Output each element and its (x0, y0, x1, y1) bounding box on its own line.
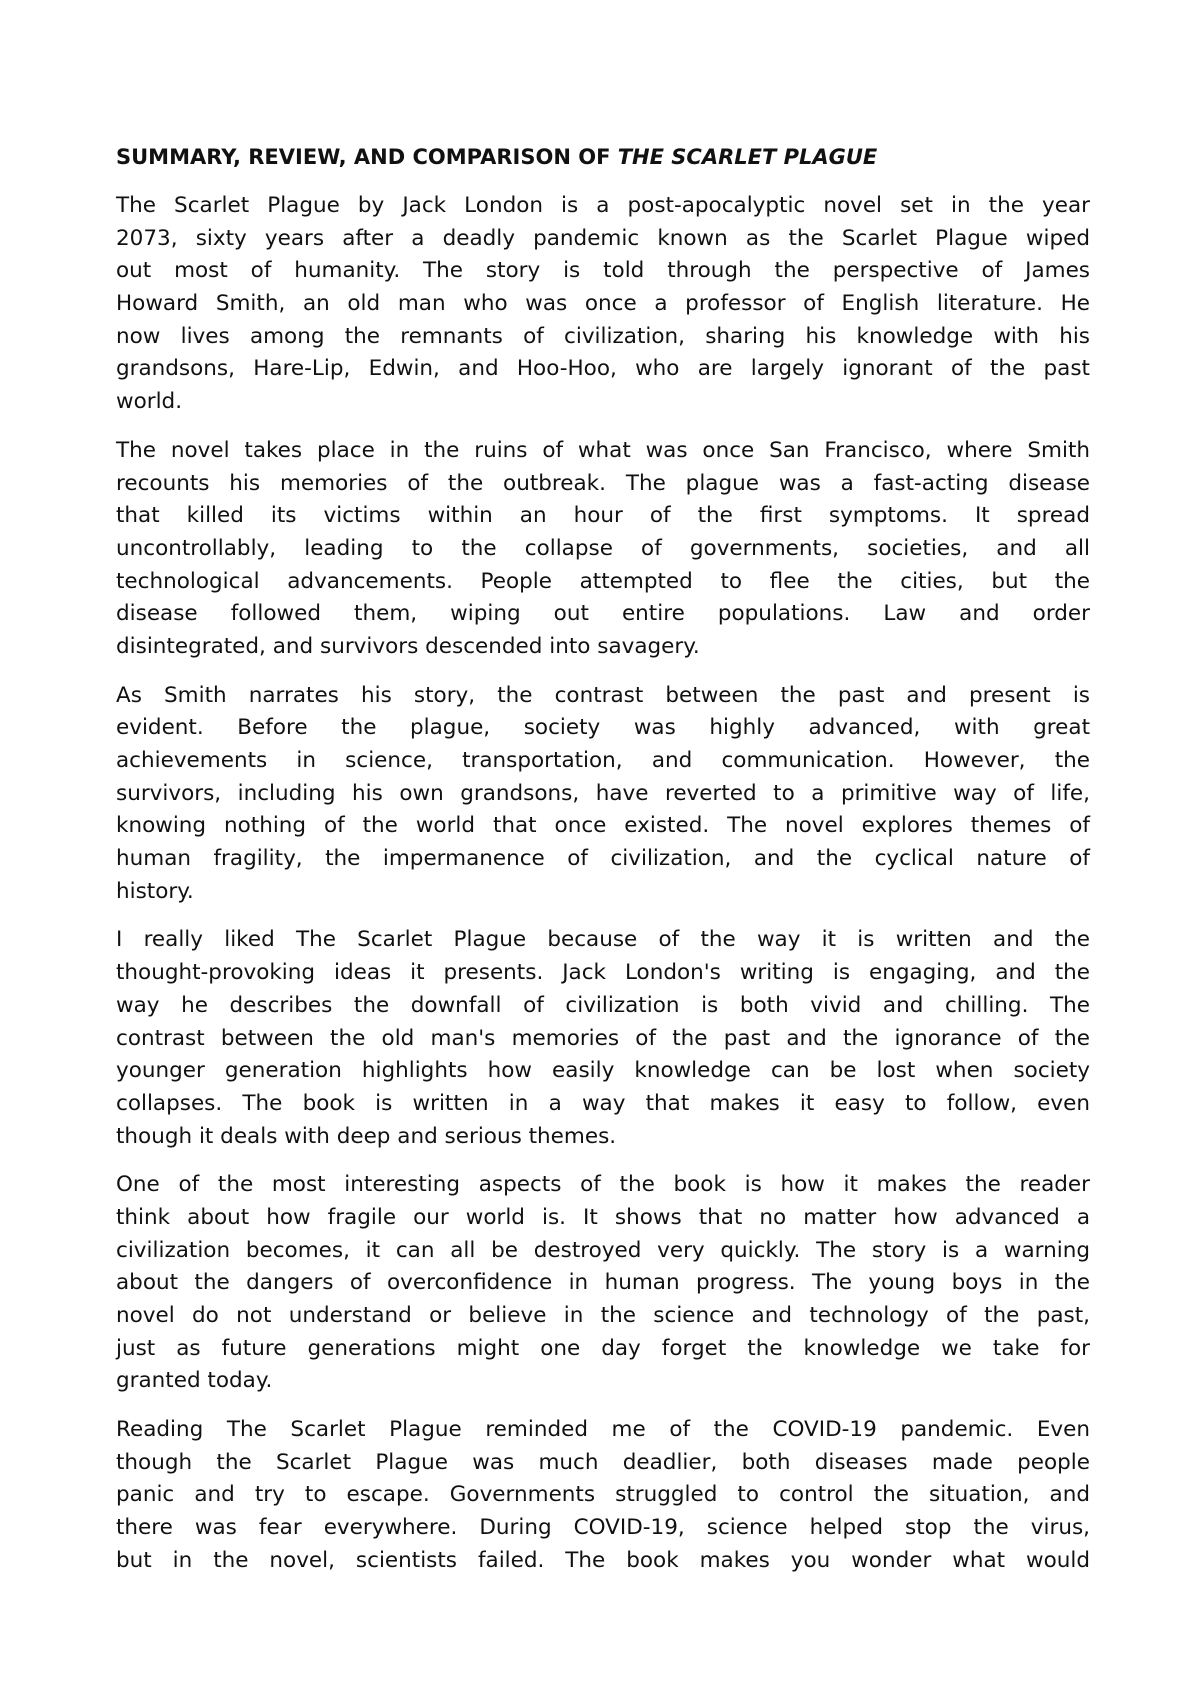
text-line: knowing nothing of the world that once existed. The novel explores themes of (116, 813, 1090, 839)
text-line: thought-provoking ideas it presents. Jack London's writing is engaging, and the (116, 960, 1090, 986)
text-line: but in the novel, scientists failed. The book makes you wonder what would (116, 1547, 1090, 1573)
document-body (116, 190, 1090, 1578)
text-line: One of the most interesting aspects of the book is how it makes the reader (116, 1172, 1090, 1198)
text-line: that killed its victims within an hour of the first symptoms. It spread (116, 503, 1090, 529)
text-line: survivors, including his own grandsons, have reverted to a primitive way of life, (116, 780, 1090, 806)
title-prefix: SUMMARY, REVIEW, AND COMPARISON OF (116, 145, 618, 169)
text-line: human fragility, the impermanence of civilization, and the cyclical nature of (116, 846, 1090, 872)
text-line: about the dangers of overconfidence in human progress. The young boys in the (116, 1270, 1090, 1296)
paragraph (116, 435, 1090, 664)
text-line: disease followed them, wiping out entire populations. Law and order (116, 601, 1090, 627)
text-line: grandsons, Hare-Lip, Edwin, and Hoo-Hoo, who are largely ignorant of the past (116, 356, 1090, 382)
text-line: Reading The Scarlet Plague reminded me of the COVID-19 pandemic. Even (116, 1417, 1090, 1443)
paragraph (116, 1414, 1090, 1577)
document-title (116, 141, 1090, 174)
text-line: novel do not understand or believe in the science and technology of the past, (116, 1303, 1090, 1328)
text-line: contrast between the old man's memories of the past and the ignorance of the (116, 1025, 1090, 1051)
text-line: think about how fragile our world is. It shows that no matter how advanced a (116, 1204, 1090, 1230)
text-line: 2073, sixty years after a deadly pandemic known as the Scarlet Plague wiped (116, 225, 1090, 251)
text-line: panic and try to escape. Governments struggled to control the situation, and (116, 1482, 1090, 1508)
text-line: younger generation highlights how easily knowledge can be lost when society (116, 1058, 1090, 1084)
text-line: history. (116, 878, 194, 904)
text-line: though it deals with deep and serious themes. (116, 1123, 617, 1149)
paragraph (116, 190, 1090, 419)
text-line: evident. Before the plague, society was highly advanced, with great (116, 715, 1090, 741)
title-book-name: THE SCARLET PLAGUE (617, 145, 878, 169)
text-line: The novel takes place in the ruins of what was once San Francisco, where Smith (116, 437, 1090, 463)
text-line: now lives among the remnants of civilization, sharing his knowledge with his (116, 323, 1090, 349)
paragraph (116, 1169, 1090, 1398)
paragraph (116, 680, 1090, 909)
text-line: just as future generations might one day forget the knowledge we take for (116, 1335, 1090, 1361)
paragraph (116, 924, 1090, 1153)
text-line: I really liked The Scarlet Plague because of the way it is written and the (116, 927, 1090, 953)
text-line: The Scarlet Plague by Jack London is a post-apocalyptic novel set in the year (116, 193, 1090, 218)
text-line: world. (116, 389, 183, 415)
text-line: granted today. (116, 1368, 273, 1394)
text-line: As Smith narrates his story, the contrast between the past and present is (116, 682, 1090, 708)
text-line: way he describes the downfall of civilization is both vivid and chilling. The (116, 992, 1090, 1018)
document-page (116, 141, 1090, 1594)
text-line: Howard Smith, an old man who was once a professor of English literature. He (116, 291, 1090, 317)
text-line: though the Scarlet Plague was much deadlier, both diseases made people (116, 1449, 1090, 1475)
text-line: technological advancements. People attempted to flee the cities, but the (116, 568, 1090, 594)
text-line: civilization becomes, it can all be destroyed very quickly. The story is a warning (116, 1237, 1090, 1263)
text-line: achievements in science, transportation, and communication. However, the (116, 748, 1090, 773)
text-line: there was fear everywhere. During COVID-19, science helped stop the virus, (116, 1515, 1090, 1541)
text-line: out most of humanity. The story is told through the perspective of James (116, 258, 1090, 284)
text-line: uncontrollably, leading to the collapse of governments, societies, and all (116, 535, 1090, 561)
text-line: recounts his memories of the outbreak. The plague was a fast-acting disease (116, 470, 1090, 496)
text-line: collapses. The book is written in a way that makes it easy to follow, even (116, 1090, 1090, 1116)
text-line: disintegrated, and survivors descended into savagery. (116, 633, 700, 659)
